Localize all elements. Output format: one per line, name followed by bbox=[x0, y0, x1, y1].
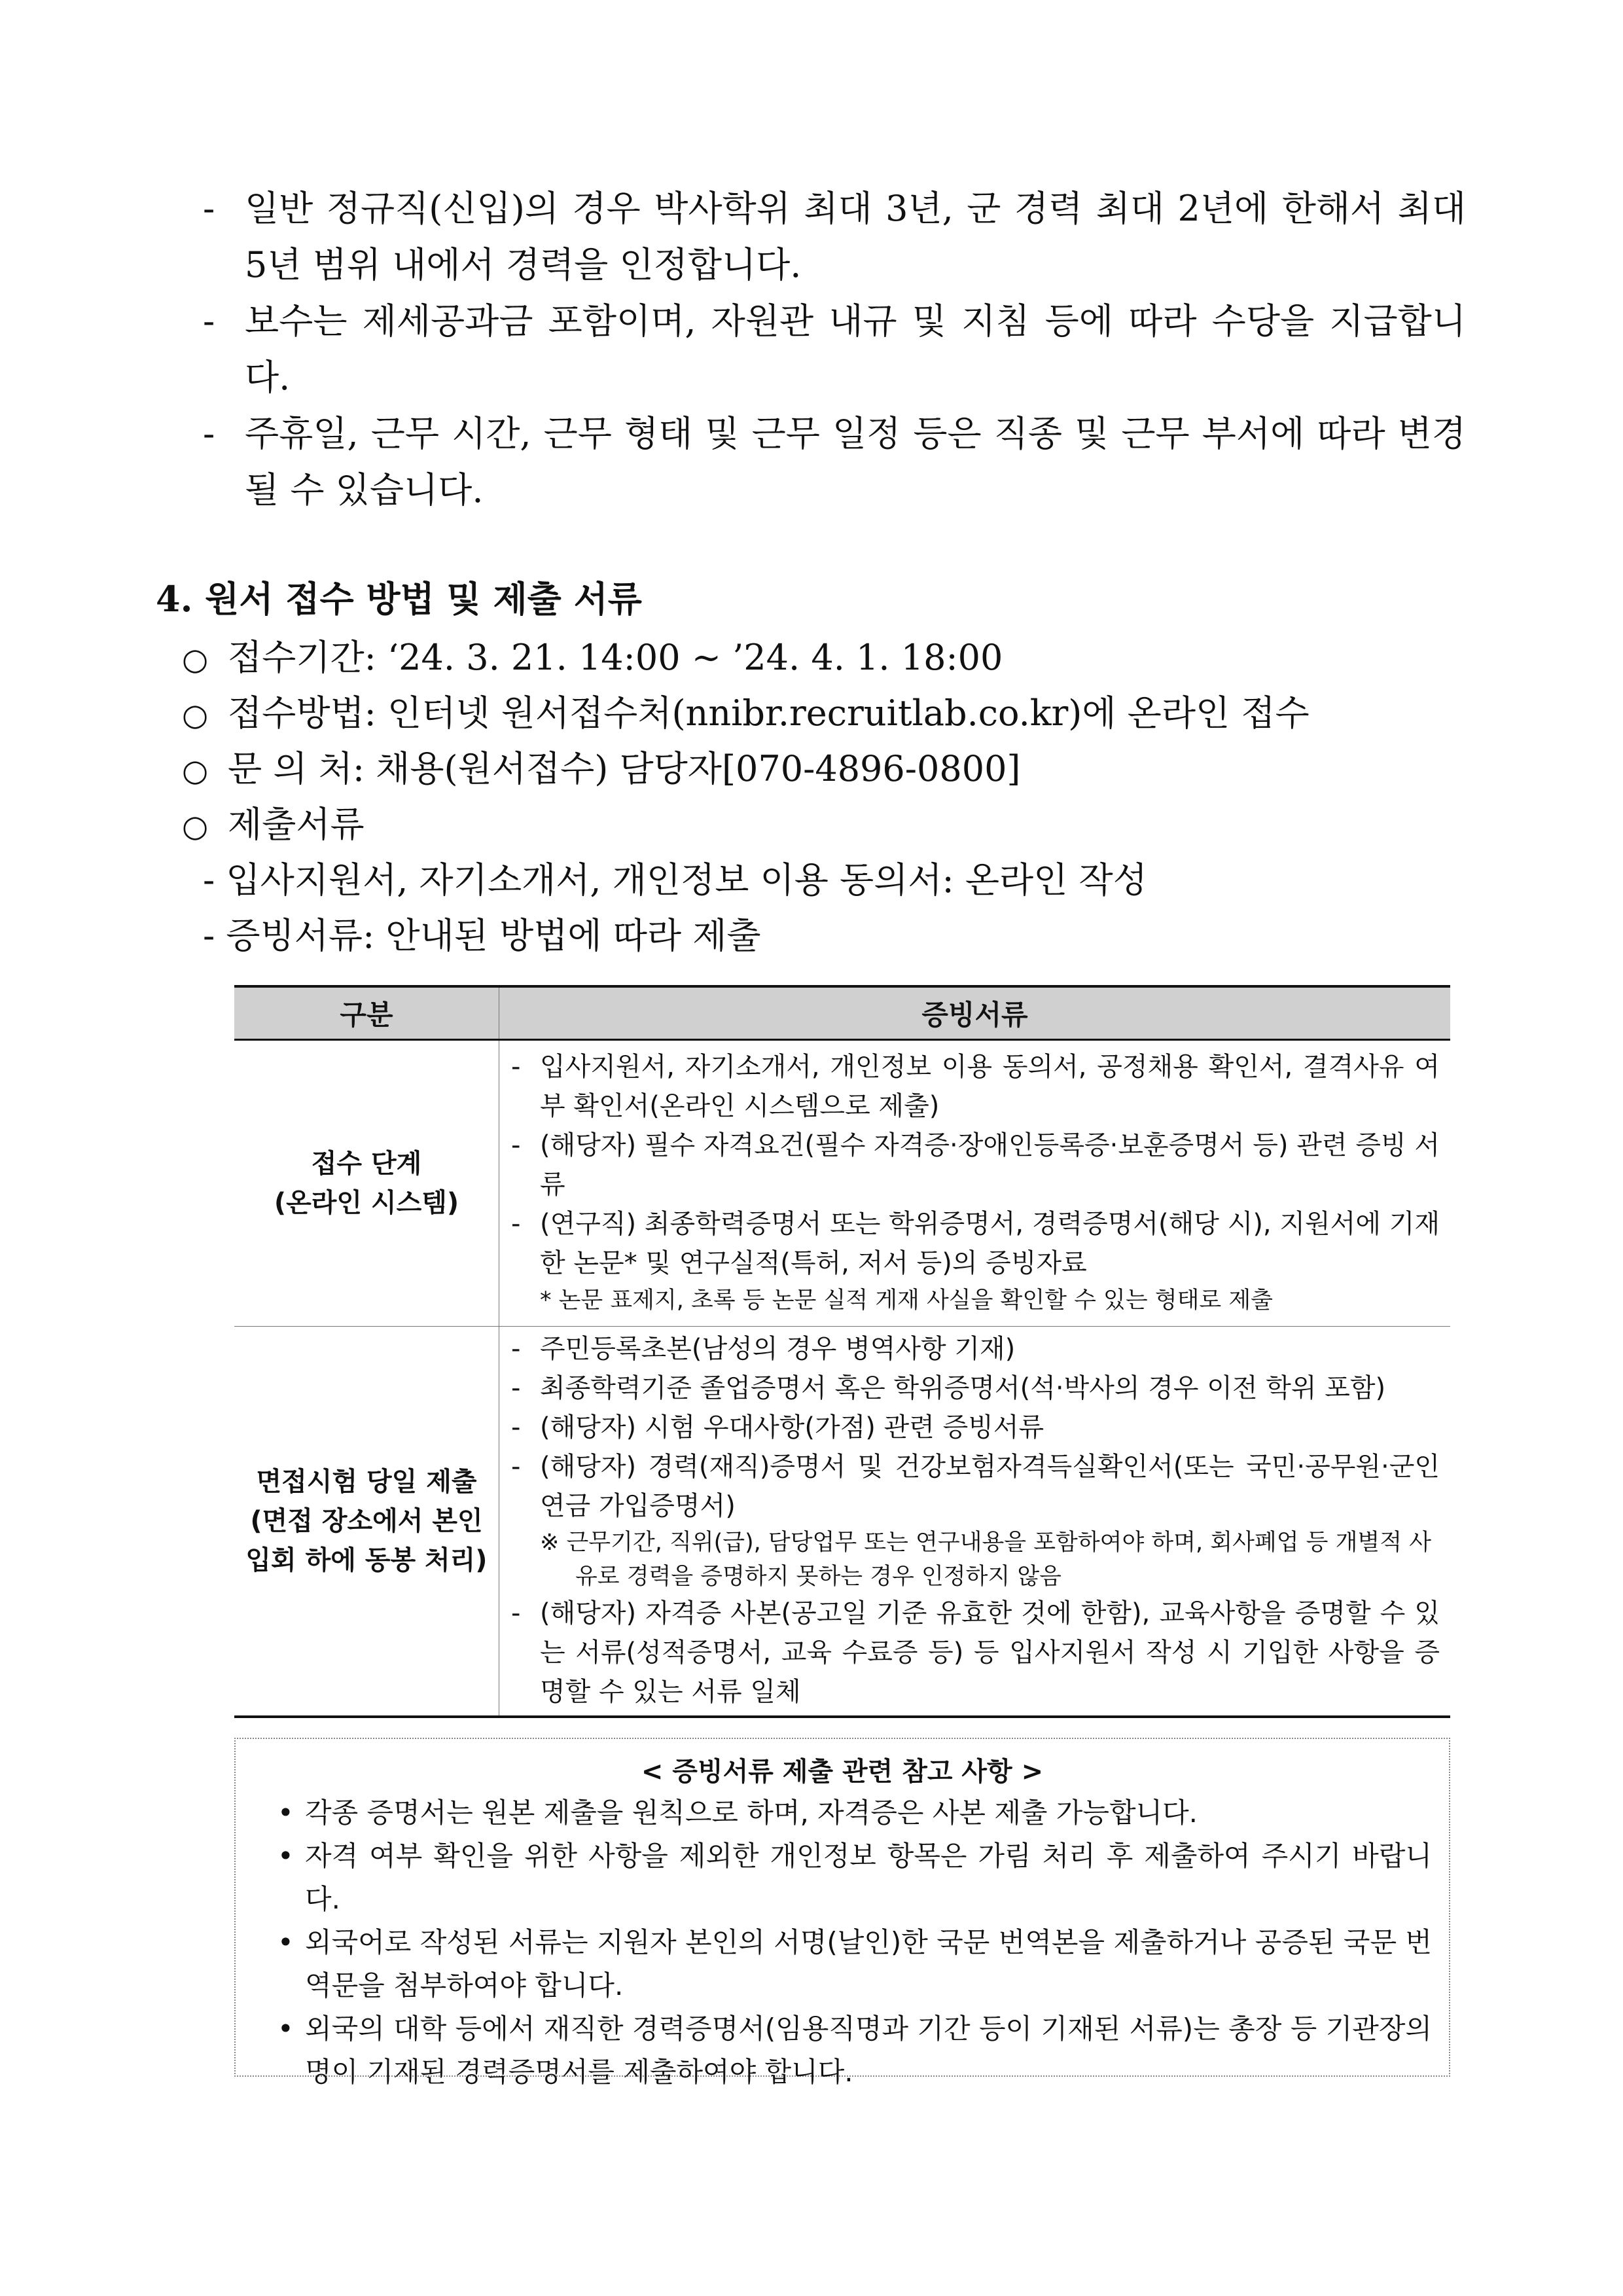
reference-item: • 외국어로 작성된 서류는 지원자 본인의 서명(날인)한 국문 번역본을 제출하거나 공증된 국문 번역문을 첨부하여야 합니다. bbox=[277, 1921, 1432, 2007]
row-note: ※ 근무기간, 직위(급), 담당업무 또는 연구내용을 포함하여야 하며, 회사폐업 등 개별적 사유로 경력을 증명하지 못하는 경우 인정하지 않음 bbox=[540, 1530, 1431, 1590]
list-item: - 최종학력기준 졸업증명서 혹은 학위증명서(석·박사의 경우 이전 학위 포함) bbox=[511, 1373, 1386, 1403]
bullet-dot-icon: • bbox=[277, 2013, 294, 2045]
category-line: (온라인 시스템) bbox=[274, 1188, 459, 1218]
list-item: - (해당자) 자격증 사본(공고일 기준 유효한 것에 한함), 교육사항을 증명할 수 있는 서류(성적증명서, 교육 수료증 등) 등 입사지원서 작성 시 기입한 사항을 증명할 수 있는 서류 일체 bbox=[511, 1598, 1440, 1707]
intro-item-text: 보수는 제세공과금 포함이며, 자원관 내규 및 지침 등에 따라 수당을 지급합니다. bbox=[245, 300, 1466, 398]
category-line: 접수 단계 bbox=[311, 1149, 422, 1179]
section-heading: 4. 원서 접수 방법 및 제출 서류 bbox=[156, 578, 642, 620]
intro-item-text: 주휴일, 근무 시간, 근무 형태 및 근무 일정 등은 직종 및 근무 부서에 따라 변경될 수 있습니다. bbox=[245, 413, 1466, 511]
dash-marker: - bbox=[203, 413, 215, 454]
category-cell bbox=[234, 1327, 499, 1717]
circle-bullet-icon: ○ bbox=[182, 641, 209, 677]
header-category: 구분 bbox=[234, 986, 499, 1040]
reference-box bbox=[234, 1738, 1450, 2088]
list-item: - (해당자) 시험 우대사항(가점) 관련 증빙서류 bbox=[511, 1412, 1044, 1443]
reference-item: • 자격 여부 확인을 위한 사항을 제외한 개인정보 항목은 가림 처리 후 제출하여 주시기 바랍니다. bbox=[277, 1835, 1432, 1921]
table-header-row bbox=[234, 986, 1450, 1040]
documents-table bbox=[234, 985, 1450, 1718]
reference-item: • 외국의 대학 등에서 재직한 경력증명서(임용직명과 기간 등이 기재된 서류)는 총장 등 기관장의 명이 기재된 경력증명서를 제출하여야 합니다. bbox=[277, 2007, 1432, 2094]
list-item: - (해당자) 필수 자격요건(필수 자격증·장애인등록증·보훈증명서 등) 관련 증빙 서류 bbox=[511, 1130, 1440, 1200]
list-item: - 입사지원서, 자기소개서, 개인정보 이용 동의서, 공정채용 확인서, 결격사유 여부 확인서(온라인 시스템으로 제출) bbox=[511, 1052, 1440, 1121]
reference-item: • 각종 증명서는 원본 제출을 원칙으로 하며, 자격증은 사본 제출 가능합니다. bbox=[277, 1791, 1432, 1835]
period-text: 접수기간: ‘24. 3. 21. 14:00 ∼ ’24. 4. 1. 18:00 bbox=[228, 637, 1003, 678]
documents-cell bbox=[499, 1040, 1451, 1327]
sub-item: - 입사지원서, 자기소개서, 개인정보 이용 동의서: 온라인 작성 bbox=[203, 859, 1147, 901]
list-item: - 주민등록초본(남성의 경우 병역사항 기재) bbox=[511, 1334, 1016, 1364]
bullet-dot-icon: • bbox=[277, 1926, 294, 1958]
table-row bbox=[234, 1040, 1450, 1327]
reference-title: < 증빙서류 제출 관련 참고 사항 > bbox=[641, 1757, 1044, 1787]
category-line: 면접시험 당일 제출 bbox=[256, 1467, 477, 1497]
dash-marker: - bbox=[203, 188, 215, 229]
circle-bullet-icon: ○ bbox=[182, 753, 209, 788]
list-item: - (해당자) 경력(재직)증명서 및 건강보험자격득실확인서(또는 국민·공무원·군인연금 가입증명서) bbox=[511, 1452, 1440, 1521]
contact-text: 문 의 처: 채용(원서접수) 담당자[070-4896-0800] bbox=[228, 748, 1021, 789]
sub-item: - 증빙서류: 안내된 방법에 따라 제출 bbox=[203, 915, 761, 956]
bullet-dot-icon: • bbox=[277, 1797, 294, 1829]
dash-marker: - bbox=[203, 300, 215, 342]
contact-line bbox=[182, 746, 1021, 793]
circle-bullet-icon: ○ bbox=[182, 808, 209, 844]
circle-bullet-icon: ○ bbox=[182, 697, 209, 732]
intro-item bbox=[203, 406, 1466, 518]
method-line bbox=[182, 691, 1310, 738]
category-line: 입회 하에 동봉 처리) bbox=[245, 1545, 488, 1575]
category-line: (면접 장소에서 본인 bbox=[250, 1506, 483, 1536]
header-documents: 증빙서류 bbox=[499, 986, 1451, 1040]
intro-item-text: 일반 정규직(신입)의 경우 박사학위 최대 3년, 군 경력 최대 2년에 한해서 최대 5년 범위 내에서 경력을 인정합니다. bbox=[245, 188, 1466, 285]
docs-line bbox=[182, 802, 365, 849]
intro-item bbox=[203, 181, 1466, 293]
period-line bbox=[182, 635, 1003, 682]
method-text: 접수방법: 인터넷 원서접수처(nnibr.recruitlab.co.kr)에 온라인 접수 bbox=[228, 692, 1310, 734]
list-item: - (연구직) 최종학력증명서 또는 학위증명서, 경력증명서(해당 시), 지원서에 기재한 논문* 및 연구실적(특허, 저서 등)의 증빙자료 bbox=[511, 1209, 1440, 1278]
category-cell bbox=[234, 1040, 499, 1327]
docs-label: 제출서류 bbox=[228, 804, 365, 845]
table-row bbox=[234, 1327, 1450, 1717]
row-note: * 논문 표제지, 초록 등 논문 실적 게재 사실을 확인할 수 있는 형태로 제출 bbox=[540, 1287, 1273, 1314]
intro-item bbox=[203, 293, 1466, 406]
bullet-dot-icon: • bbox=[277, 1840, 294, 1872]
documents-cell bbox=[499, 1327, 1451, 1717]
